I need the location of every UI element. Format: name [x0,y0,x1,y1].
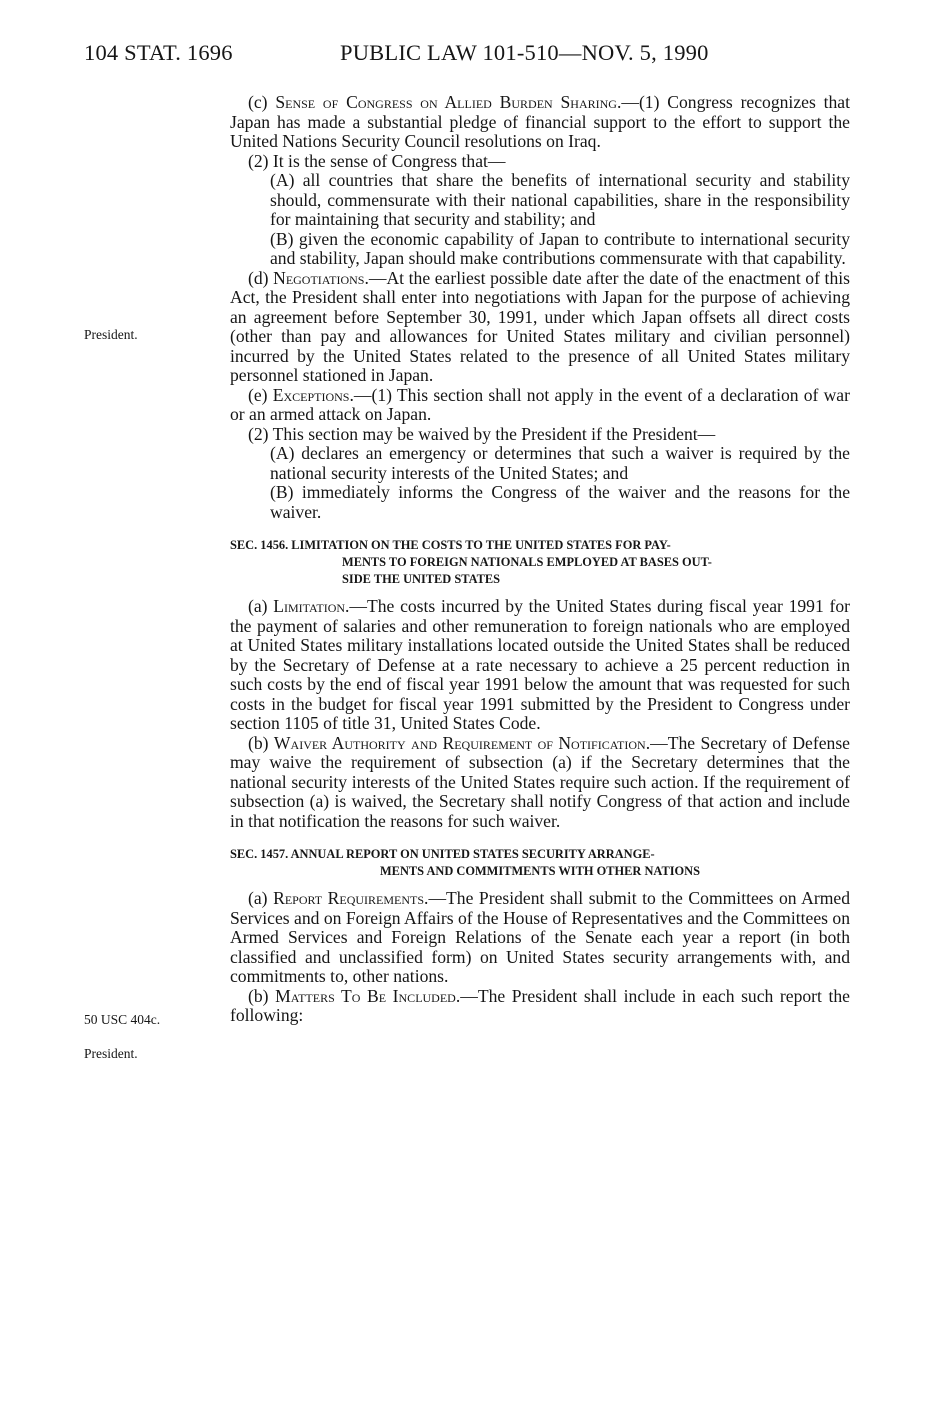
paragraph-1456a [230,597,850,734]
paragraph-e [230,386,850,425]
paragraph-c2a: (A) all countries that share the benefits of international security and stability should, commensurate with their national capabilities, share in the responsibility for maintaining that security and stability; and [270,170,850,229]
paragraph-text: —(1) This section shall not apply in the event of a declaration of war or an armed attack on Japan. [230,384,850,424]
paragraph-heading: Waiver Authority and Requirement of Notification. [273,732,651,753]
paragraph-text: —The Secretary of Defense may waive the requirement of subsection (a) if the Secretary determines that the national security interests of the United States require such action. If the requirement of subsection (a) is waived, the Secretary shall notify Congress of that action and include in that notification the reasons for such waiver. [230,732,850,831]
section-heading-line: MENTS TO FOREIGN NATIONALS EMPLOYED AT BASES OUT- [342,555,712,569]
paragraph-heading: Negotiations. [273,267,369,288]
document-body [230,93,850,1026]
margin-note-president: President. [84,327,138,342]
paragraph-1457a [230,889,850,987]
paragraph-c [230,93,850,152]
paragraph-c2: (2) It is the sense of Congress that— [248,150,506,171]
paragraph-label: (c) [248,92,276,112]
paragraph-text: —At the earliest possible date after the date of the enactment of this Act, the President shall enter into negotiations with Japan for the purpose of achieving an agreement before September 30, 1991, under which Japan offsets all direct costs (other than pay and allowances for United States military and civilian personnel) incurred by the United States related to the presence of all United States military personnel stationed in Japan. [230,267,850,385]
paragraph-c2b: (B) given the economic capability of Japan to contribute to international security and stability, Japan should make contributions commensurate with that capability. [270,228,850,268]
paragraph-label: (a) [248,596,274,616]
paragraph-label: (e) [248,384,273,405]
paragraph-text: —The costs incurred by the United States during fiscal year 1991 for the payment of salaries and other remuneration to foreign nationals who are employed at United States military installations located outside the United States shall be reduced by the Secretary of Defense at a rate necessary to achieve a 25 percent reduction in such costs by the end of fiscal year 1991 below the amount that was requested for such costs in the budget for fiscal year 1991 submitted by the President to Congress under section 1105 of title 31, United States Code. [230,596,850,733]
paragraph-e2b: (B) immediately informs the Congress of the waiver and the reasons for the waiver. [270,482,850,522]
paragraph-heading: Limitation. [273,596,350,616]
paragraph-text: —(1) Congress recognizes that Japan has made a substantial pledge of financial support to the effort to support the United Nations Security Council resolutions on Iraq. [230,92,850,151]
paragraph-text: —The President shall include in each such report the following: [230,985,850,1025]
section-heading-line: SEC. 1457. ANNUAL REPORT ON UNITED STATES SECURITY ARRANGE- [230,847,655,861]
margin-note-usc-citation: 50 USC 404c. [84,1012,161,1027]
section-heading-line: SEC. 1456. LIMITATION ON THE COSTS TO THE UNITED STATES FOR PAY- [230,538,671,552]
paragraph-1457b [230,987,850,1026]
paragraph-label: (b) [248,732,274,753]
section-1457-heading [230,846,850,880]
paragraph-d [230,269,850,386]
paragraph-label: (d) [248,267,274,288]
section-1456-heading [230,537,850,588]
paragraph-heading: Sense of Congress on Allied Burden Sharing. [275,92,622,112]
paragraph-e2a: (A) declares an emergency or determines that such a waiver is required by the national security interests of the United States; and [270,443,850,483]
running-title: PUBLIC LAW 101-510—NOV. 5, 1990 [340,40,709,65]
paragraph-heading: Matters To Be Included. [275,985,461,1006]
paragraph-label: (a) [248,888,274,908]
section-heading-line: SIDE THE UNITED STATES [342,572,501,586]
section-heading-line: MENTS AND COMMITMENTS WITH OTHER NATIONS [379,864,701,878]
paragraph-1456b [230,734,850,832]
margin-note-president-2: President. [84,1046,138,1061]
paragraph-label: (b) [248,985,276,1006]
paragraph-text: —The President shall submit to the Committees on Armed Services and on Foreign Affairs of the House of Representatives and the Committees on Armed Services and Foreign Relations of the Senate each year a report (in both classified and unclassified form) on United States security arrangements with, and commitments to, other nations. [230,888,850,986]
page-header [84,40,824,76]
paragraph-e2: (2) This section may be waived by the President if the President— [248,423,716,444]
paragraph-heading: Report Requirements. [273,888,429,908]
statute-page-number: 104 STAT. 1696 [84,40,233,65]
paragraph-heading: Exceptions. [272,384,354,405]
